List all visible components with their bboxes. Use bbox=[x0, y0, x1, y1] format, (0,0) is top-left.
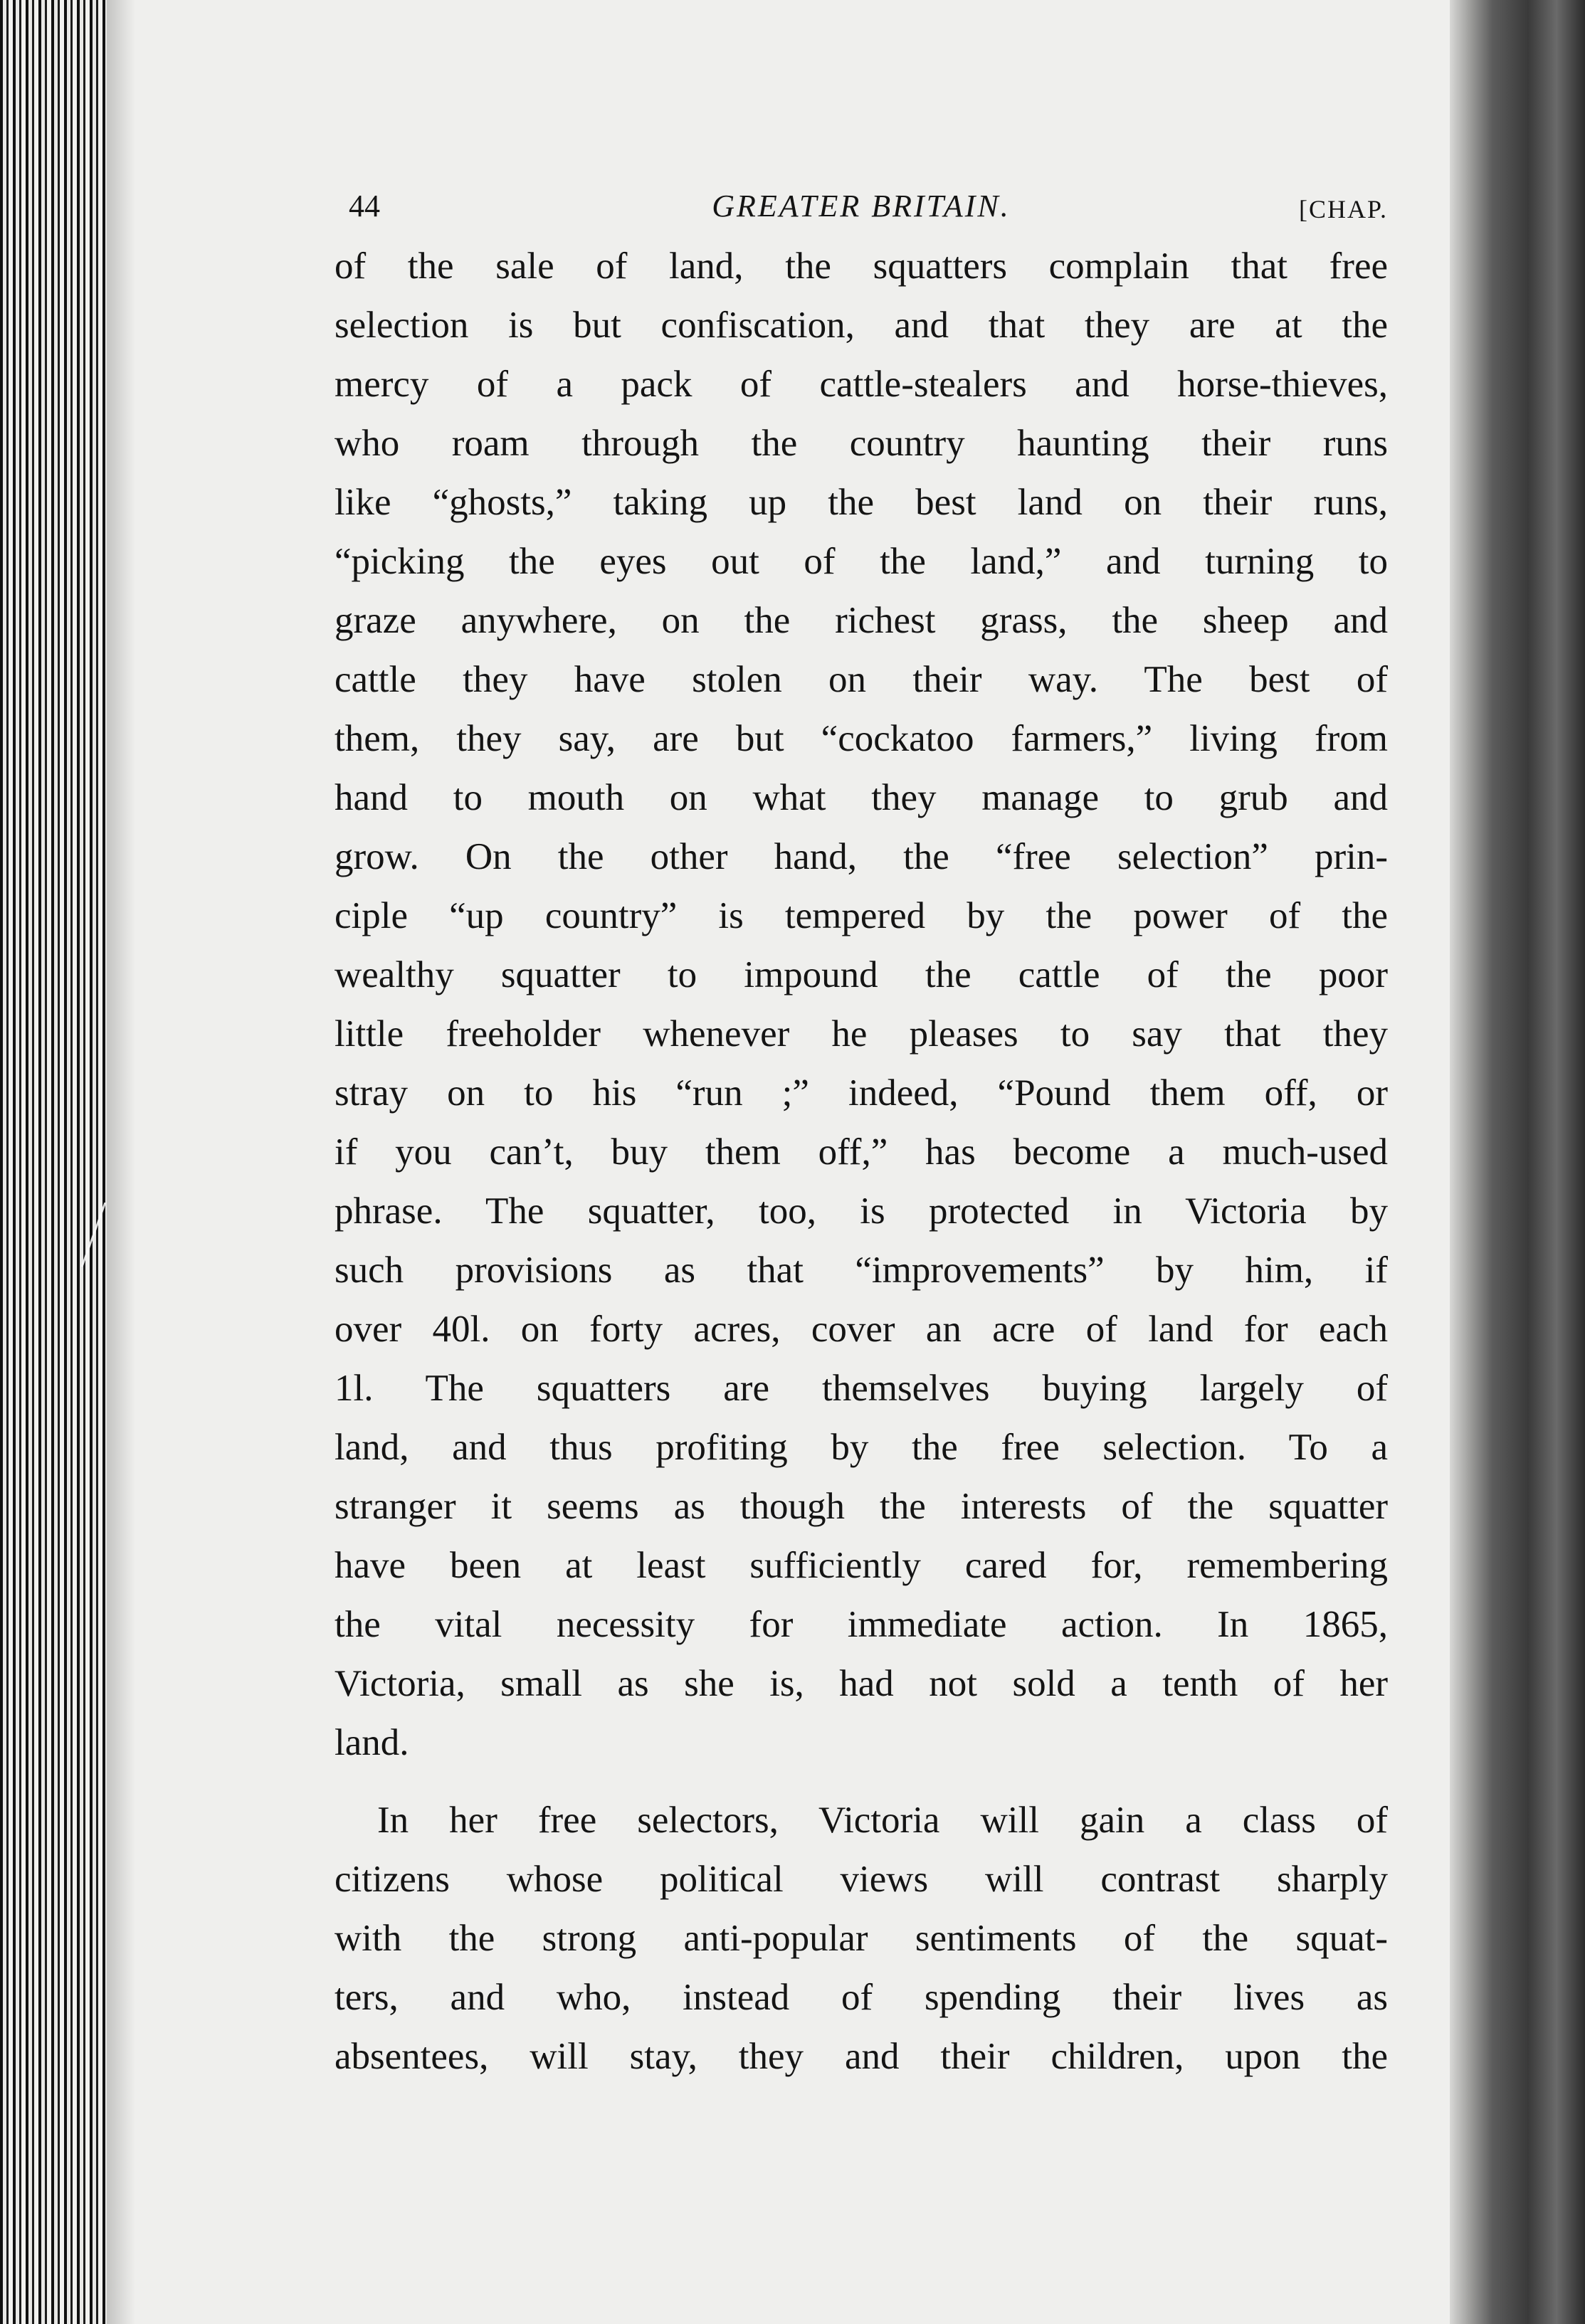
text-line: them, they say, are but “cockatoo farmers,” living from bbox=[335, 718, 1388, 759]
running-head bbox=[335, 181, 1388, 231]
paragraph-2 bbox=[335, 1791, 1388, 2086]
text-line: have been at least sufficiently cared for, remembering bbox=[335, 1545, 1388, 1586]
text-line: graze anywhere, on the richest grass, the sheep and bbox=[335, 600, 1388, 641]
text-line: ters, and who, instead of spending their lives as bbox=[335, 1977, 1388, 2018]
text-line: hand to mouth on what they manage to grub and bbox=[335, 777, 1388, 818]
text-line: who roam through the country haunting their runs bbox=[335, 423, 1388, 464]
text-line: ciple “up country” is tempered by the power of the bbox=[335, 895, 1388, 936]
text-line: In her free selectors, Victoria will gain a class of bbox=[377, 1800, 1388, 1841]
text-line: such provisions as that “improvements” by him, if bbox=[335, 1250, 1388, 1291]
text-line: little freeholder whenever he pleases to say that they bbox=[335, 1013, 1388, 1055]
text-line: of the sale of land, the squatters complain that free bbox=[335, 245, 1388, 287]
text-line: selection is but confiscation, and that they are at the bbox=[335, 305, 1388, 346]
text-line: stranger it seems as though the interests of the squatter bbox=[335, 1486, 1388, 1527]
text-line: wealthy squatter to impound the cattle of the poor bbox=[335, 954, 1388, 995]
chapter-marker: [CHAP. bbox=[1298, 195, 1388, 223]
text-line: absentees, will stay, they and their children, upon the bbox=[335, 2036, 1388, 2077]
text-line: Victoria, small as she is, had not sold a tenth of her bbox=[335, 1663, 1388, 1704]
text-line: land, and thus profiting by the free selection. To a bbox=[335, 1427, 1388, 1468]
text-line: if you can’t, buy them off,” has become a much-used bbox=[335, 1131, 1388, 1173]
text-line: stray on to his “run ;” indeed, “Pound them off, or bbox=[335, 1072, 1388, 1114]
paragraph-gap bbox=[335, 1773, 1388, 1791]
text-line: land. bbox=[335, 1722, 409, 1763]
text-line: phrase. The squatter, too, is protected in Victoria by bbox=[335, 1190, 1388, 1232]
book-binding bbox=[1450, 0, 1585, 2324]
text-line: mercy of a pack of cattle-stealers and horse-thieves, bbox=[335, 364, 1388, 405]
body-text bbox=[335, 237, 1388, 2086]
text-line: the vital necessity for immediate action. In 1865, bbox=[335, 1604, 1388, 1645]
text-line: with the strong anti-popular sentiments of the squat- bbox=[335, 1918, 1388, 1959]
text-line: grow. On the other hand, the “free selection” prin- bbox=[335, 836, 1388, 877]
running-title: GREATER BRITAIN. bbox=[712, 189, 1011, 223]
page-edges bbox=[0, 0, 107, 2324]
text-line: 1l. The squatters are themselves buying largely of bbox=[335, 1368, 1388, 1409]
text-line: over 40l. on forty acres, cover an acre of land for each bbox=[335, 1309, 1388, 1350]
text-line: cattle they have stolen on their way. The best of bbox=[335, 659, 1388, 700]
paragraph-1 bbox=[335, 237, 1388, 1773]
text-line: citizens whose political views will contrast sharply bbox=[335, 1859, 1388, 1900]
page-number: 44 bbox=[349, 189, 380, 223]
text-line: “picking the eyes out of the land,” and turning to bbox=[335, 541, 1388, 582]
text-line: like “ghosts,” taking up the best land on their runs, bbox=[335, 482, 1388, 523]
page-edge-shadow bbox=[107, 0, 135, 2324]
book-page bbox=[335, 181, 1388, 2086]
